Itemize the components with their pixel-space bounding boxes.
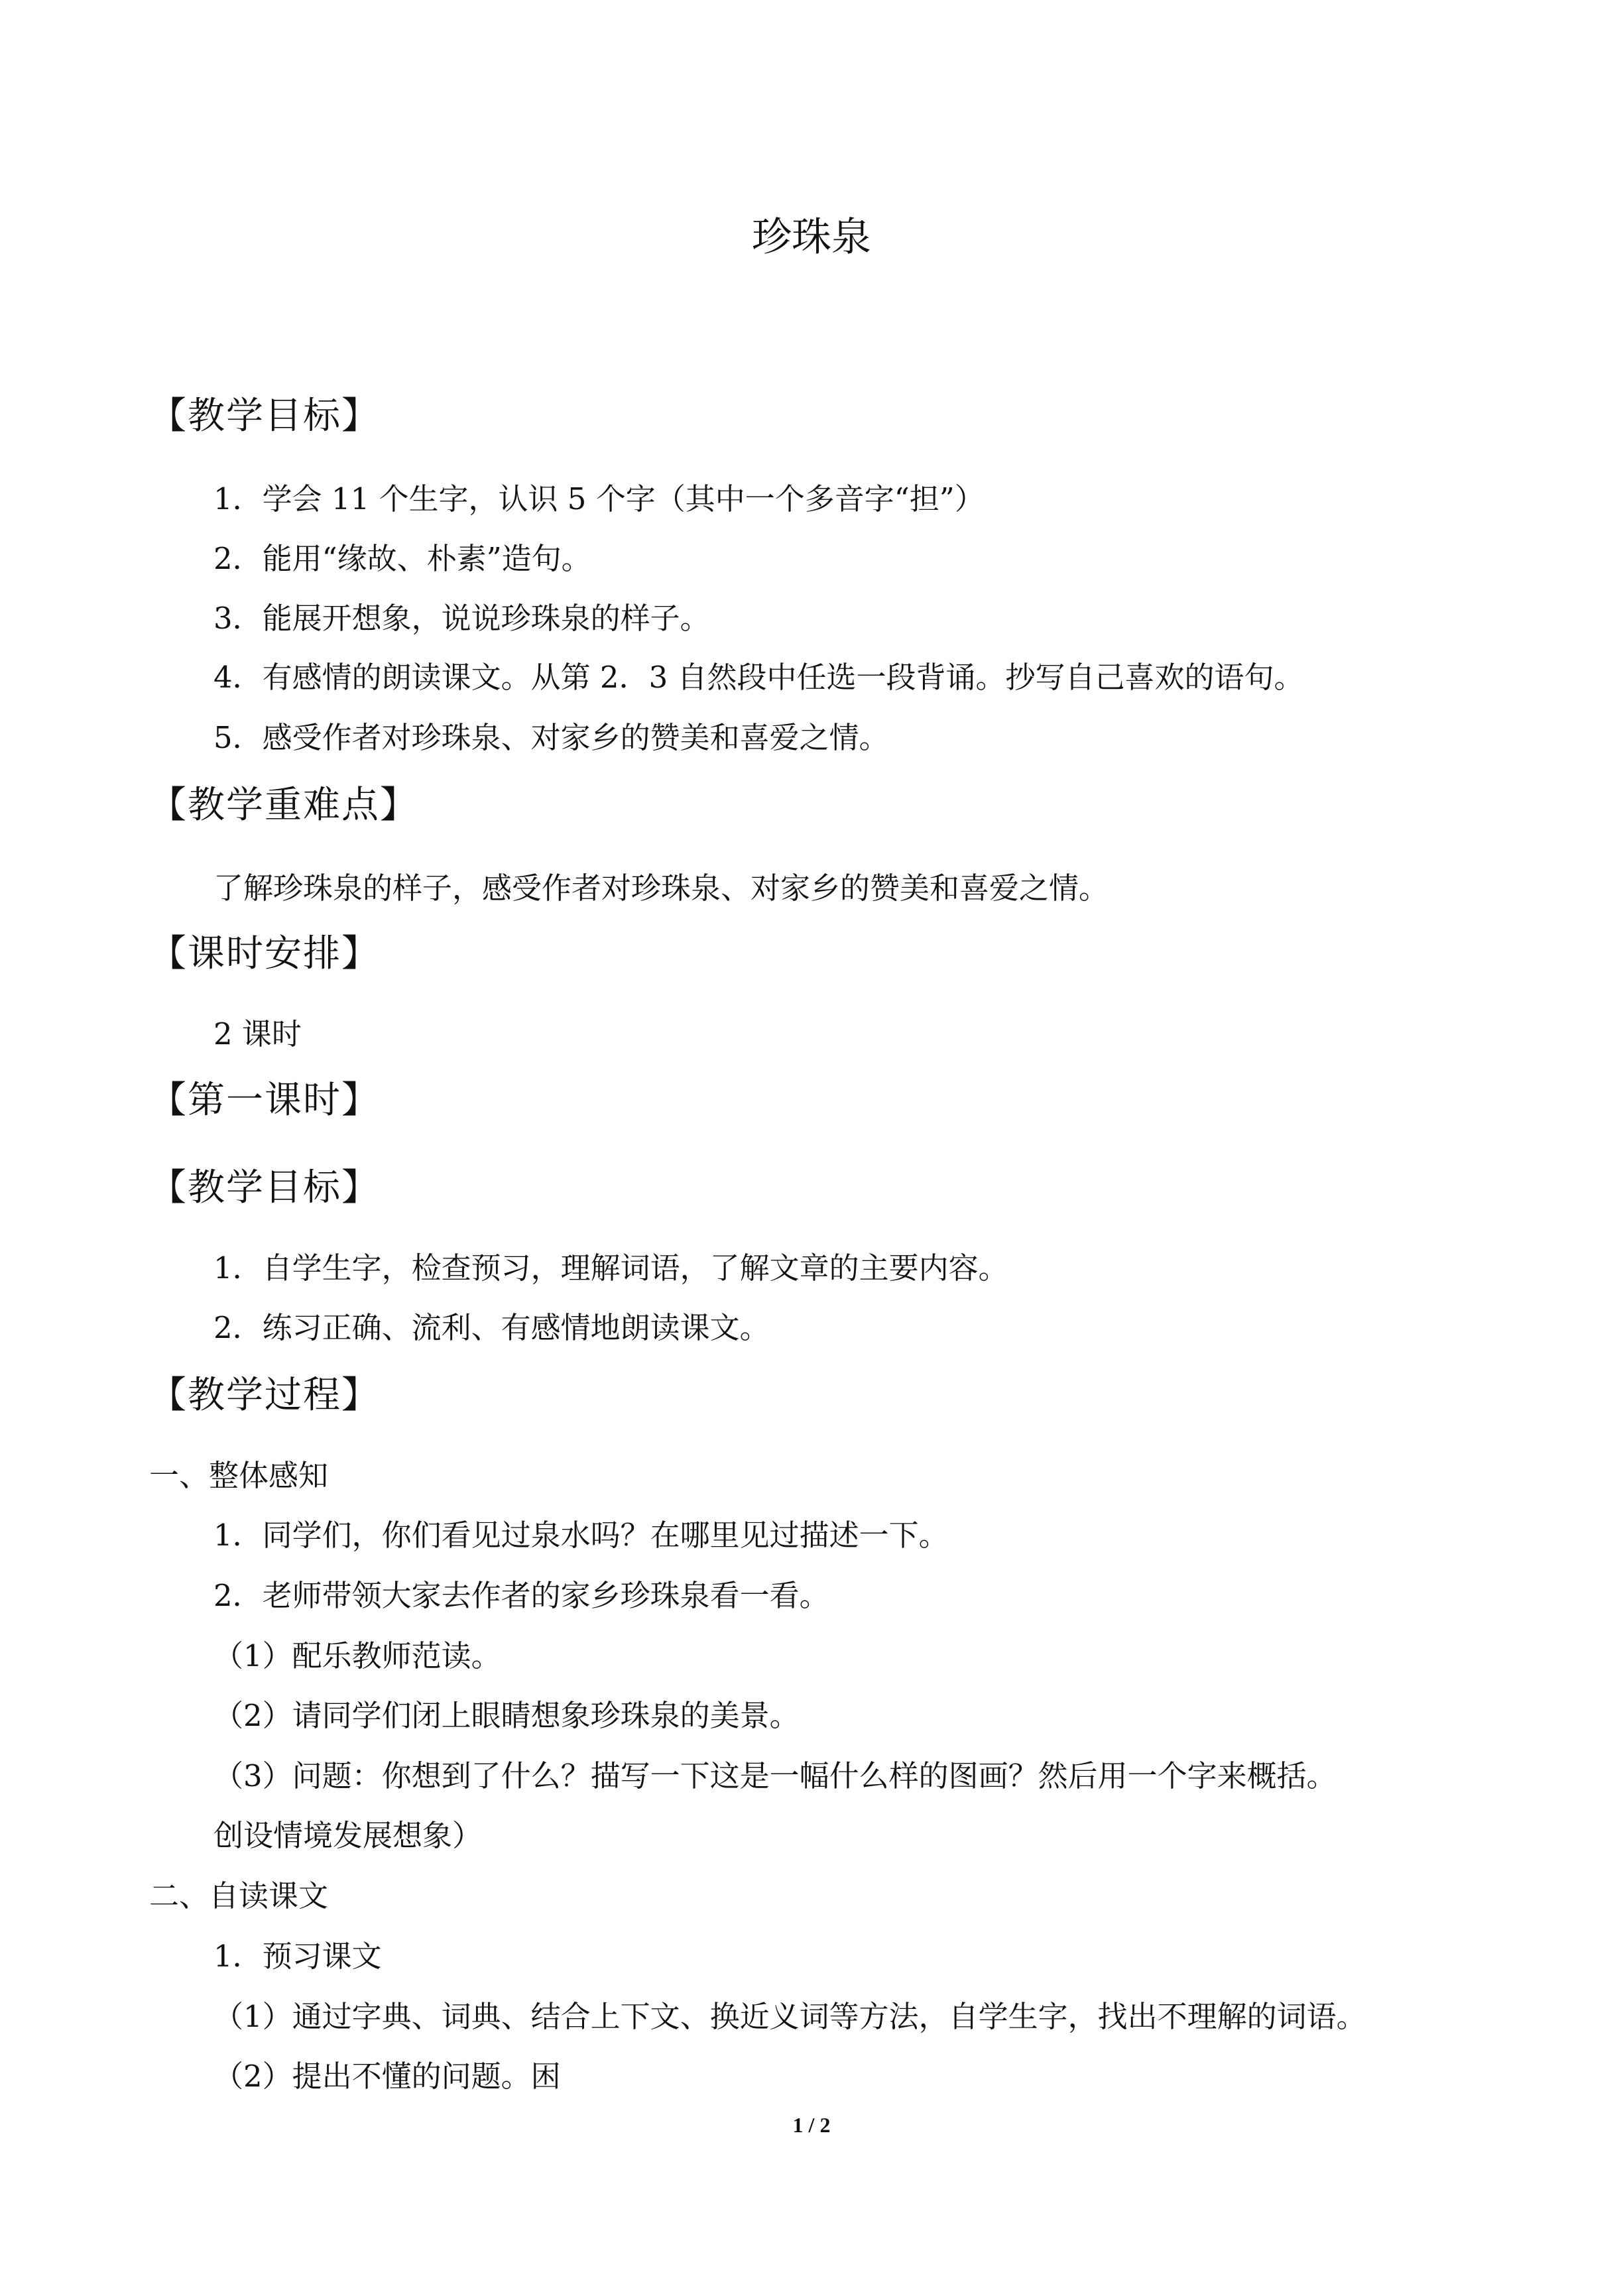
- process-item: 2．老师带领大家去作者的家乡珍珠泉看一看。: [213, 1578, 829, 1613]
- goal-item: 3．能展开想象，说说珍珠泉的样子。: [213, 601, 710, 636]
- lesson-goal-item: 1．自学生字，检查预习，理解词语，了解文章的主要内容。: [213, 1250, 1008, 1286]
- process-item: （2）提出不懂的问题。困: [213, 2059, 561, 2094]
- heading-teaching-goals: 【教学目标】: [149, 394, 380, 438]
- part-2-title: 二、自读课文: [149, 1878, 329, 1913]
- key-points-text: 了解珍珠泉的样子，感受作者对珍珠泉、对家乡的赞美和喜爱之情。: [213, 871, 1109, 906]
- heading-schedule: 【课时安排】: [149, 932, 380, 975]
- heading-lesson-1-goals: 【教学目标】: [149, 1166, 380, 1209]
- schedule-text: 2 课时: [213, 1016, 302, 1052]
- process-item: （1）配乐教师范读。: [213, 1638, 501, 1673]
- process-item: 创设情境发展想象）: [213, 1818, 483, 1853]
- lesson-goal-item: 2．练习正确、流利、有感情地朗读课文。: [213, 1310, 770, 1345]
- process-item: （2）请同学们闭上眼睛想象珍珠泉的美景。: [213, 1698, 800, 1733]
- page-title: 珍珠泉: [752, 214, 871, 261]
- goal-item: 4．有感情的朗读课文。从第 2．3 自然段中任选一段背诵。抄写自己喜欢的语句。: [213, 660, 1304, 695]
- heading-teaching-process: 【教学过程】: [149, 1374, 380, 1417]
- process-item: 1．同学们，你们看见过泉水吗？在哪里见过描述一下。: [213, 1518, 949, 1553]
- process-item: （3）问题：你想到了什么？描写一下这是一幅什么样的图画？然后用一个字来概括。: [213, 1758, 1337, 1793]
- page-number: 1 / 2: [792, 2113, 831, 2137]
- process-item: （1）通过字典、词典、结合上下文、换近义词等方法，自学生字，找出不理解的词语。: [213, 1999, 1366, 2034]
- part-1-title: 一、整体感知: [149, 1458, 329, 1493]
- process-item: 1．预习课文: [213, 1939, 382, 1974]
- goal-item: 2．能用“缘故、朴素”造句。: [213, 541, 591, 576]
- heading-key-points: 【教学重难点】: [149, 784, 418, 827]
- goal-item: 1．学会 11 个生字，认识 5 个字（其中一个多音字“担”）: [213, 481, 985, 516]
- heading-lesson-1: 【第一课时】: [149, 1079, 380, 1122]
- goal-item: 5．感受作者对珍珠泉、对家乡的赞美和喜爱之情。: [213, 720, 889, 755]
